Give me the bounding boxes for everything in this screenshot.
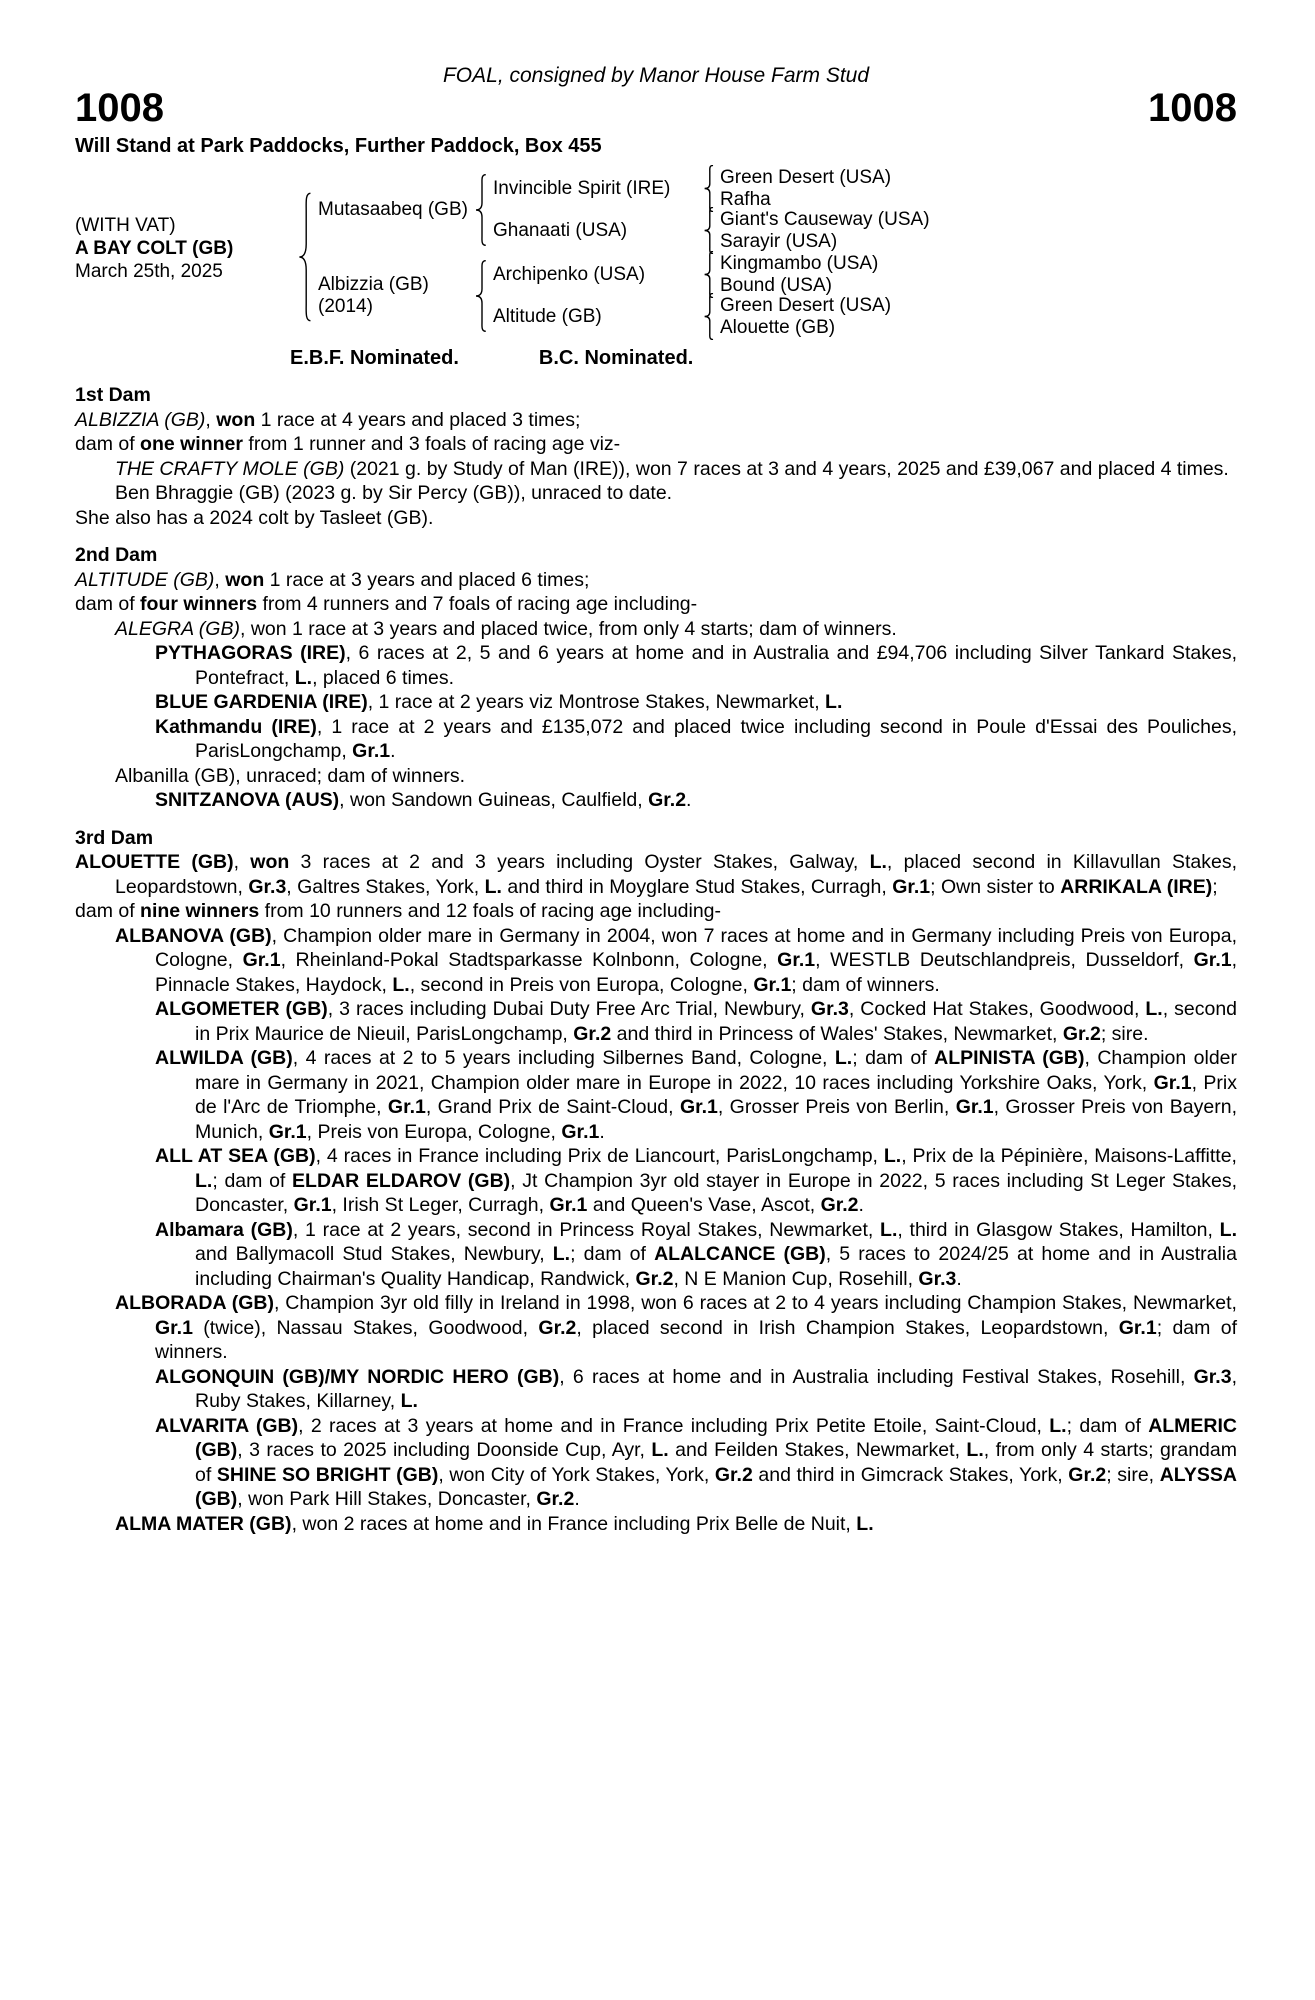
dam-record-paragraph: ALTITUDE (GB), won 1 race at 3 years and placed 6 times;	[75, 568, 590, 591]
ebf-nomination: E.B.F. Nominated.	[290, 347, 459, 369]
produce-summary-paragraph: dam of one winner from 1 runner and 3 foals of racing age viz-	[75, 433, 621, 455]
pedigree-table	[75, 164, 1237, 342]
progeny-paragraph: ALBANOVA (GB), Champion older mare in Germany in 2004, won 7 races at home and in Germany including Preis von Europa, Cologne, Gr.1, Rheinland-Pokal Stadtsparkasse Kolnbonn, Cologne, Gr.1, WESTLB Deutschlandpreis, Dusseldorf, Gr.1, Pinnacle Stakes, Haydock, L., second in Preis von Europa, Cologne, Gr.1; dam of winners.	[115, 924, 1238, 996]
section-first-dam	[75, 383, 1237, 530]
produce-summary-paragraph: dam of nine winners from 10 runners and 12 foals of racing age including-	[75, 900, 722, 922]
progeny-paragraph: BLUE GARDENIA (IRE), 1 race at 2 years viz Montrose Stakes, Newmarket, L.	[155, 691, 843, 713]
vat-note: (WITH VAT)	[75, 215, 176, 236]
ggp-sarayir: Sarayir (USA)	[720, 231, 838, 252]
ggp-bound: Bound (USA)	[720, 275, 832, 296]
subject-name: A BAY COLT (GB)	[75, 238, 234, 259]
note-paragraph: She also has a 2024 colt by Tasleet (GB).	[75, 506, 434, 529]
progeny-paragraph: ALBORADA (GB), Champion 3yr old filly in Ireland in 1998, won 6 races at 2 to 4 years including Champion Stakes, Newmarket, Gr.1 (twice), Nassau Stakes, Goodwood, Gr.2, placed second in Irish Champion Stakes, Leopardstown, Gr.1; dam of winners.	[115, 1292, 1237, 1363]
progeny-paragraph: ALMA MATER (GB), won 2 races at home and in France including Prix Belle de Nuit, L.	[115, 1512, 874, 1535]
lot-number-right: 1008	[1148, 86, 1237, 130]
nominations-line	[75, 346, 1237, 370]
dam-name: Albizzia (GB)	[318, 274, 429, 295]
stand-location-line: Will Stand at Park Paddocks, Further Paddock, Box 455	[75, 135, 602, 157]
ggp-green-desert-2: Green Desert (USA)	[720, 295, 892, 316]
progeny-paragraph: ALEGRA (GB), won 1 race at 3 years and placed twice, from only 4 starts; dam of winners.	[115, 617, 897, 640]
ggp-giants-causeway: Giant's Causeway (USA)	[720, 209, 930, 230]
bc-nomination: B.C. Nominated.	[538, 347, 694, 369]
first-dam-heading: 1st Dam	[75, 384, 151, 406]
progeny-paragraph: ALVARITA (GB), 2 races at 3 years at home and in France including Prix Petite Etoile, Saint-Cloud, L.; dam of ALMERIC (GB), 3 races to 2025 including Doonside Cup, Ayr, L. and Feilden Stakes, Newmarket, L., from only 4 starts; grandam of SHINE SO BRIGHT (GB), won City of York Stakes, York, Gr.2 and third in Gimcrack Stakes, York, Gr.2; sire, ALYSSA (GB), won Park Hill Stakes, Doncaster, Gr.2.	[155, 1414, 1238, 1510]
pedigree-brace-dam	[473, 260, 488, 332]
ggp-green-desert-1: Green Desert (USA)	[720, 167, 892, 188]
dam-record-paragraph: ALOUETTE (GB), won 3 races at 2 and 3 years including Oyster Stakes, Galway, L., placed second in Killavullan Stakes, Leopardstown, Gr.3, Galtres Stakes, York, L. and third in Moyglare Stud Stakes, Curragh, Gr.1; Own sister to ARRIKALA (IRE);	[75, 851, 1238, 898]
pedigree-brace-gp3	[702, 251, 715, 298]
third-dam-heading: 3rd Dam	[75, 826, 154, 849]
grandsire-paternal: Invincible Spirit (IRE)	[493, 178, 671, 199]
dam-year: (2014)	[318, 296, 373, 317]
pedigree-brace-sire	[473, 174, 488, 246]
ggp-kingmambo: Kingmambo (USA)	[720, 253, 879, 274]
consignor-line: FOAL, consigned by Manor House Farm Stud	[442, 64, 870, 87]
ggp-alouette: Alouette (GB)	[720, 317, 836, 338]
progeny-paragraph: ALL AT SEA (GB), 4 races in France including Prix de Liancourt, ParisLongchamp, L., Prix de la Pépinière, Maisons-Laffitte, L.; dam of ELDAR ELDAROV (GB), Jt Champion 3yr old stayer in Europe in 2022, 5 races including St Leger Stakes, Doncaster, Gr.1, Irish St Leger, Curragh, Gr.1 and Queen's Vase, Ascot, Gr.2.	[155, 1145, 1238, 1216]
progeny-paragraph: SNITZANOVA (AUS), won Sandown Guineas, Caulfield, Gr.2.	[155, 789, 692, 811]
pedigree-brace-gp1	[702, 165, 715, 212]
ggp-rafha: Rafha	[720, 189, 771, 210]
subject-block	[75, 214, 233, 283]
progeny-paragraph: Albamara (GB), 1 race at 2 years, second in Princess Royal Stakes, Newmarket, L., third in Glasgow Stakes, Hamilton, L. and Ballymacoll Stud Stakes, Newbury, L.; dam of ALALCANCE (GB), 5 races to 2024/25 at home and in Australia including Chairman's Quality Handicap, Randwick, Gr.2, N E Manion Cup, Rosehill, Gr.3.	[155, 1218, 1238, 1290]
progeny-paragraph: Ben Bhraggie (GB) (2023 g. by Sir Percy (GB)), unraced to date.	[115, 482, 673, 504]
pedigree-brace-gp2	[702, 207, 715, 254]
granddam-paternal: Ghanaati (USA)	[493, 220, 628, 241]
progeny-paragraph: ALGONQUIN (GB)/MY NORDIC HERO (GB), 6 races at home and in Australia including Festival Stakes, Rosehill, Gr.3, Ruby Stakes, Killarney, L.	[155, 1365, 1237, 1412]
dam-record-paragraph: ALBIZZIA (GB), won 1 race at 4 years and placed 3 times;	[75, 408, 581, 431]
sire-name: Mutasaabeq (GB)	[318, 199, 468, 220]
progeny-paragraph: ALGOMETER (GB), 3 races including Dubai Duty Free Arc Trial, Newbury, Gr.3, Cocked Hat Stakes, Goodwood, L., second in Prix Maurice de Nieuil, ParisLongchamp, Gr.2 and third in Princess of Wales' Stakes, Newmarket, Gr.2; sire.	[155, 998, 1238, 1045]
granddam-maternal: Altitude (GB)	[493, 306, 602, 327]
subject-foaled-date: March 25th, 2025	[75, 261, 223, 282]
progeny-paragraph: THE CRAFTY MOLE (GB) (2021 g. by Study of Man (IRE)), won 7 races at 3 and 4 years, 2025 and £39,067 and placed 4 times.	[115, 457, 1229, 480]
dam-block	[318, 274, 429, 318]
progeny-paragraph: PYTHAGORAS (IRE), 6 races at 2, 5 and 6 years at home and in Australia and £94,706 including Silver Tankard Stakes, Pontefract, L., placed 6 times.	[155, 642, 1237, 689]
lot-number-row	[75, 88, 1237, 128]
grandsire-maternal: Archipenko (USA)	[493, 264, 646, 285]
section-second-dam	[75, 543, 1237, 813]
progeny-paragraph: ALWILDA (GB), 4 races at 2 to 5 years including Silbernes Band, Cologne, L.; dam of ALPINISTA (GB), Champion older mare in Germany in 2021, Champion older mare in Europe in 2022, 10 races including Yorkshire Oaks, York, Gr.1, Prix de l'Arc de Triomphe, Gr.1, Grand Prix de Saint-Cloud, Gr.1, Grosser Preis von Berlin, Gr.1, Grosser Preis von Bayern, Munich, Gr.1, Preis von Europa, Cologne, Gr.1.	[155, 1047, 1238, 1143]
progeny-paragraph: Kathmandu (IRE), 1 race at 2 years and £135,072 and placed twice including second in Poule d'Essai des Pouliches, ParisLongchamp, Gr.1.	[155, 715, 1237, 762]
lot-number-left: 1008	[75, 86, 164, 130]
progeny-paragraph: Albanilla (GB), unraced; dam of winners.	[115, 764, 466, 787]
pedigree-brace-gen1	[296, 192, 313, 322]
produce-summary-paragraph: dam of four winners from 4 runners and 7 foals of racing age including-	[75, 593, 698, 615]
second-dam-heading: 2nd Dam	[75, 544, 158, 566]
pedigree-brace-gp4	[702, 293, 715, 340]
section-third-dam	[75, 826, 1237, 1537]
